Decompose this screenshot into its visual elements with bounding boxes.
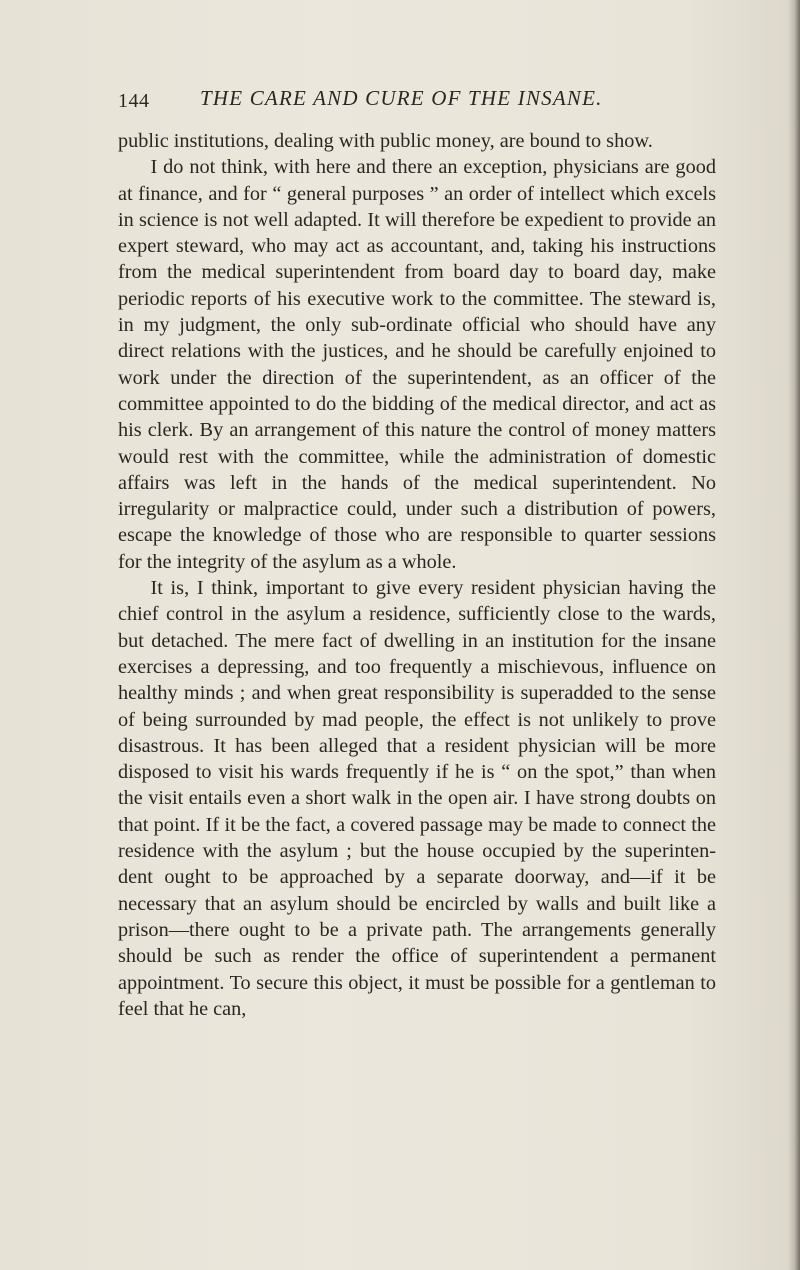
page-number: 144 — [118, 90, 150, 112]
paragraph-residence: It is, I think, important to give every resident physician having the chief control in the asylum a residence, sufficiently close to the wards, but detached. The mere fact of dwelling in an institution for the insane exercises a depressing, and too frequently a mischievous, influence on healthy minds ; and when great responsibility is superadded to the sense of being surrounded by mad people, the effect is not unlikely to prove disastrous. It has been alleged that a resident physician will be more disposed to visit his wards frequently if he is “ on the spot,” than when the visit entails even a short walk in the open air. I have strong doubts on that point. If it be the fact, a covered passage may be made to connect the residence with the asylum ; but the house occupied by the superinten-dent ought to be approached by a separate doorway, and—if it be necessary that an asylum should be encircled by walls and built like a prison—there ought to be a private path. The arrangements generally should be such as render the office of superintendent a permanent appointment. To secure this object, it must be possible for a gentleman to feel that he can, — [118, 577, 716, 1020]
page-edge-shadow — [788, 0, 800, 1270]
paragraph-continuation: public institutions, dealing with public money, are bound to show. — [118, 130, 653, 152]
page-header — [118, 86, 718, 118]
running-title: THE CARE AND CURE OF THE INSANE. — [200, 86, 603, 110]
body-text — [118, 128, 716, 1022]
paragraph-steward: I do not think, with here and there an exception, physicians are good at finance, and for “ general purposes ” an order of intellect which excels in science is not well adapted. It will therefore be expedient to provide an expert steward, who may act as accountant, and, taking his instructions from the medical superintendent from board day to board day, make periodic reports of his executive work to the committee. The steward is, in my judgment, the only sub-ordinate official who should have any direct relations with the justices, and he should be carefully enjoined to work under the direction of the superintendent, as an officer of the committee appointed to do the bidding of the medical director, and act as his clerk. By an arrangement of this nature the control of money matters would rest with the committee, while the administration of domestic affairs was left in the hands of the medical superintendent. No irregularity or malpractice could, under such a distribution of powers, escape the knowledge of those who are responsible to quarter sessions for the integrity of the asylum as a whole. — [118, 156, 716, 573]
